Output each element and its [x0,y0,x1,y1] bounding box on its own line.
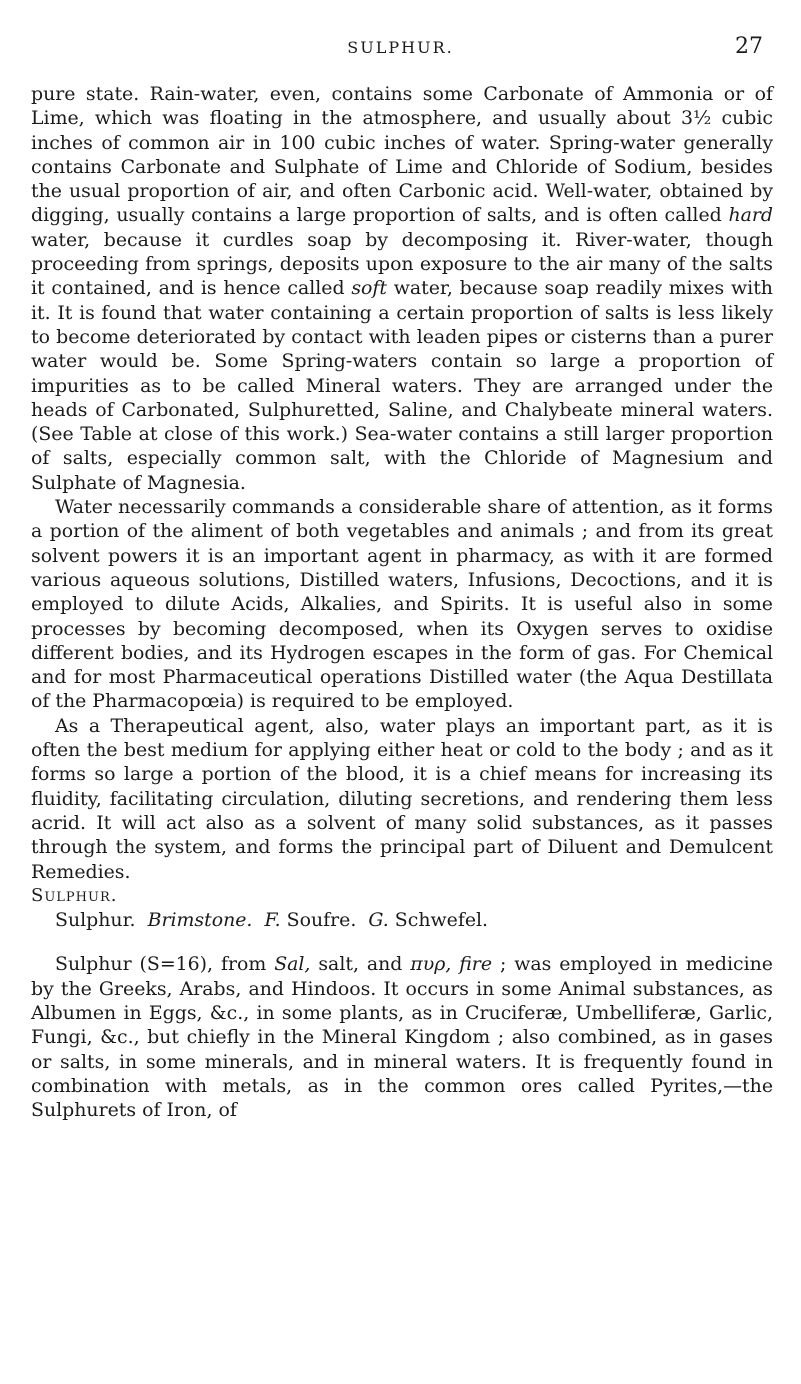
synonym-french: Soufre. [286,909,357,932]
body-text [31,82,773,1122]
paragraph-water-types [31,82,773,495]
running-title: SULPHUR. [347,38,454,57]
synonym-french-label: F. [264,909,281,932]
paragraph-text: water, because it curdles soap by decomposing it. River-water, though proceeding from springs, deposits upon exposure to the air many of the salts it contained, and is hence called [31,228,773,300]
synonym-german-label: G. [368,909,389,932]
italic-term-hard: hard [728,204,773,227]
paragraph-water-pharmacy: Water necessarily commands a considerable share of attention, as it forms a portion of the aliment of both vegetables and animals ; and from its great solvent powers it is an important agent in pharmacy, as with it are formed various aqueous solutions, Distilled waters, Infusions, Decoctions, and it is employed to dilute Acids, Alkalies, and Spirits. It is useful also in some processes by becoming decomposed, when its Oxygen serves to oxidise different bodies, and its Hydrogen escapes in the form of gas. For Chemical and for most Pharmaceutical operations Distilled water (the Aqua Destillata of the Pharmacopœia) is required to be employed. [31,496,773,713]
italic-term-soft: soft [351,277,387,300]
paragraph-text: salt, and [318,953,403,976]
paragraph-water-therapeutic: As a Therapeutical agent, also, water plays an important part, as it is often the best medium for applying either heat or cold to the body ; and as it forms so large a portion of the blood, it is a chief means for increasing its fluidity, facilitating circulation, diluting secretions, and rendering them less acrid. It will act also as a solvent of many solid substances, as it passes through the system, and forms the principal part of Diluent and Demulcent Remedies. [31,714,773,883]
synonym-brimstone: Brimstone. [147,909,253,932]
running-head [0,34,801,62]
paragraph-text: ; was employed in medicine by the Greeks, Arabs, and Hindoos. It occurs in some Animal substances, as Albumen in Eggs, &c., in some plants, as in Cruciferæ, Umbelliferæ, Garlic, Fungi, &c., but chiefly in the Mineral Kingdom ; also combined, as in gases or salts, in some minerals, and in mineral waters. It is frequently found in combination with metals, as in the common ores called Pyrites,—the Sulphurets of Iron, of [31,953,773,1122]
synonym-name: Sulphur. [55,909,136,932]
page-number: 27 [735,34,763,59]
synonym-german: Schwefel. [394,909,489,932]
synonyms-line [31,908,773,932]
italic-term-pyr: πυρ, fire [410,953,493,976]
paragraph-sulphur [31,952,773,1122]
italic-term-sal: Sal, [274,953,311,976]
paragraph-text: water, because soap readily mixes with it. It is found that water containing a certain proportion of salts is less likely to become deteriorated by contact with leaden pipes or cisterns than a purer water would be. Some Spring-waters contain so large a proportion of impurities as to be called Mineral waters. They are arranged under the heads of Carbonated, Sulphuretted, Saline, and Chalybeate mineral waters. (See Table at close of this work.) Sea-water contains a still larger proportion of salts, especially common salt, with the Chloride of Magnesium and Sulphate of Magnesia. [31,277,773,494]
section-heading: Sulphur. [31,884,118,906]
paragraph-text: Sulphur (S=16), from [55,953,267,976]
paragraph-text: pure state. Rain-water, even, contains some Carbonate of Ammonia or of Lime, which was floating in the atmosphere, and usually about 3½ cubic inches of common air in 100 cubic inches of water. Spring-water generally contains Carbonate and Sulphate of Lime and Chloride of Sodium, besides the usual proportion of air, and often Carbonic acid. Well-water, obtained by digging, usually contains a large proportion of salts, and is often called [31,83,773,227]
